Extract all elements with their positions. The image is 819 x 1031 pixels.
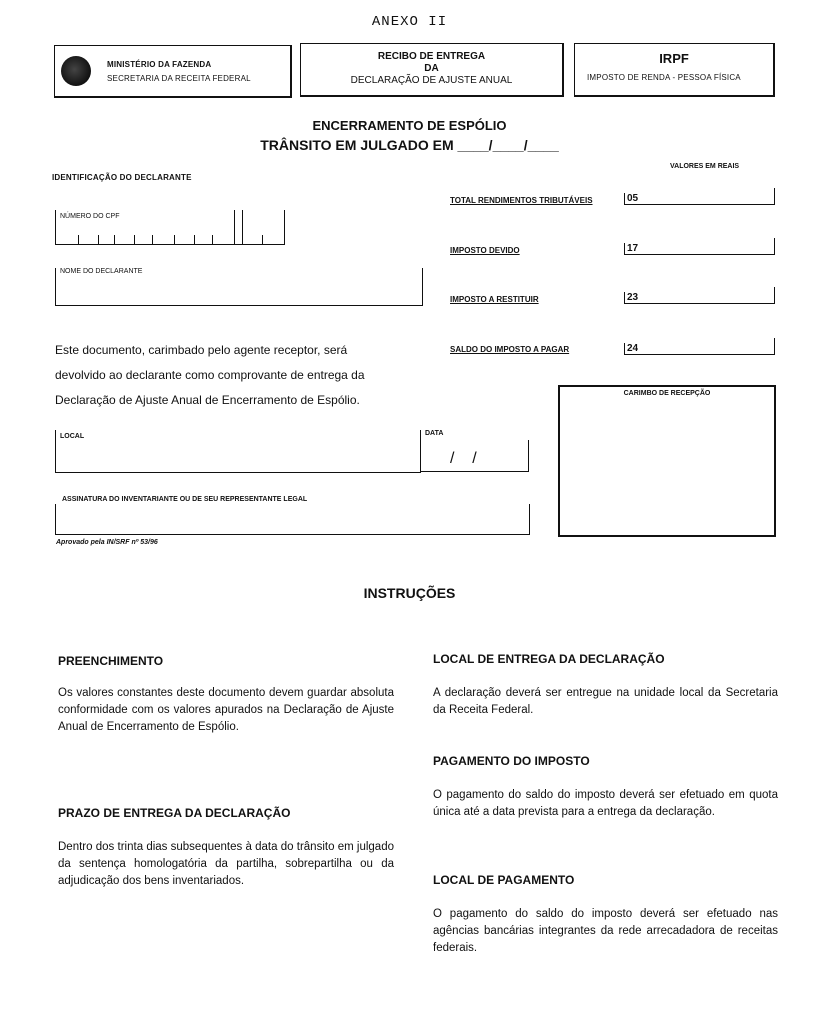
value-field-total[interactable] bbox=[624, 188, 775, 205]
date-slashes: / / bbox=[450, 450, 477, 467]
name-field[interactable] bbox=[55, 268, 423, 306]
form-subtitle: TRÂNSITO EM JULGADO EM ____/____/____ bbox=[260, 137, 559, 153]
section-title-pagamento: PAGAMENTO DO IMPOSTO bbox=[433, 754, 590, 768]
cpf-field[interactable] bbox=[55, 210, 285, 245]
local-field[interactable] bbox=[55, 430, 421, 473]
section-title-local-entrega: LOCAL DE ENTREGA DA DECLARAÇÃO bbox=[433, 652, 665, 666]
value-code-total: 05 bbox=[624, 193, 638, 204]
value-field-saldo[interactable] bbox=[624, 338, 775, 355]
section-text-local-pagamento: O pagamento do saldo do imposto deverá ser efetuado nas agências bancárias integrantes da rede arrecadadora de receitas federais. bbox=[433, 908, 778, 954]
section-title-preenchimento: PREENCHIMENTO bbox=[58, 654, 164, 668]
signature-label: ASSINATURA DO INVENTARIANTE OU DE SEU REPRESENTANTE LEGAL bbox=[62, 496, 308, 503]
value-code-restituir: 23 bbox=[624, 292, 638, 303]
section-title-prazo: PRAZO DE ENTREGA DA DECLARAÇÃO bbox=[58, 806, 291, 820]
notice-line-2: devolvido ao declarante como comprovante de entrega da bbox=[55, 368, 365, 382]
stamp-box bbox=[558, 385, 776, 537]
value-label-restituir: IMPOSTO A RESTITUIR bbox=[450, 295, 539, 304]
local-label: LOCAL bbox=[60, 433, 85, 440]
irpf-title: IRPF bbox=[659, 51, 689, 66]
ministry-box bbox=[54, 45, 292, 98]
approval-note: Aprovado pela IN/SRF nº 53/96 bbox=[56, 539, 158, 546]
secretariat-name: SECRETARIA DA RECEITA FEDERAL bbox=[107, 74, 251, 83]
value-label-total: TOTAL RENDIMENTOS TRIBUTÁVEIS bbox=[450, 196, 593, 205]
annex-label: ANEXO II bbox=[371, 14, 448, 30]
value-code-saldo: 24 bbox=[624, 343, 638, 354]
value-field-devido[interactable] bbox=[624, 238, 775, 255]
notice-line-1: Este documento, carimbado pelo agente receptor, será bbox=[55, 343, 348, 357]
receipt-line-2: DA bbox=[424, 63, 439, 74]
date-label: DATA bbox=[425, 430, 444, 437]
name-label: NOME DO DECLARANTE bbox=[60, 268, 143, 275]
receipt-box bbox=[300, 43, 564, 97]
section-text-preenchimento: Os valores constantes deste documento devem guardar absoluta conformidade com os valores apurados na Declaração de Ajuste Anual de Encerramento de Espólio. bbox=[58, 687, 394, 733]
section-text-local-entrega: A declaração deverá ser entregue na unidade local da Secretaria da Receita Federal. bbox=[433, 687, 778, 716]
value-field-restituir[interactable] bbox=[624, 287, 775, 304]
receipt-line-3: DECLARAÇÃO DE AJUSTE ANUAL bbox=[350, 75, 513, 86]
value-code-devido: 17 bbox=[624, 243, 638, 254]
stamp-label: CARIMBO DE RECEPÇÃO bbox=[623, 390, 711, 397]
cpf-label: NÚMERO DO CPF bbox=[60, 213, 120, 220]
signature-field[interactable] bbox=[55, 504, 530, 535]
section-text-pagamento: O pagamento do saldo do imposto deverá ser efetuado em quota única até a data prevista para a entrega da declaração. bbox=[433, 789, 778, 818]
section-title-local-pagamento: LOCAL DE PAGAMENTO bbox=[433, 873, 575, 887]
coat-of-arms-icon bbox=[61, 56, 91, 86]
section-text-prazo: Dentro dos trinta dias subsequentes à data do trânsito em julgado da sentença homologatória da partilha, sobrepartilha ou da adjudicação dos bens inventariados. bbox=[58, 841, 394, 887]
irpf-description: IMPOSTO DE RENDA - PESSOA FÍSICA bbox=[587, 73, 741, 82]
receipt-line-1: RECIBO DE ENTREGA bbox=[377, 51, 486, 62]
values-unit-label: VALORES EM REAIS bbox=[670, 163, 740, 170]
identification-label: IDENTIFICAÇÃO DO DECLARANTE bbox=[52, 173, 192, 182]
irpf-box bbox=[574, 43, 775, 97]
value-label-saldo: SALDO DO IMPOSTO A PAGAR bbox=[450, 345, 570, 354]
form-title: ENCERRAMENTO DE ESPÓLIO bbox=[312, 118, 507, 133]
value-label-devido: IMPOSTO DEVIDO bbox=[450, 246, 520, 255]
notice-text bbox=[55, 338, 425, 413]
date-field[interactable] bbox=[420, 440, 529, 472]
ministry-name: MINISTÉRIO DA FAZENDA bbox=[107, 60, 212, 69]
instructions-title: INSTRUÇÕES bbox=[363, 585, 456, 601]
notice-line-3: Declaração de Ajuste Anual de Encerramento de Espólio. bbox=[55, 393, 360, 407]
